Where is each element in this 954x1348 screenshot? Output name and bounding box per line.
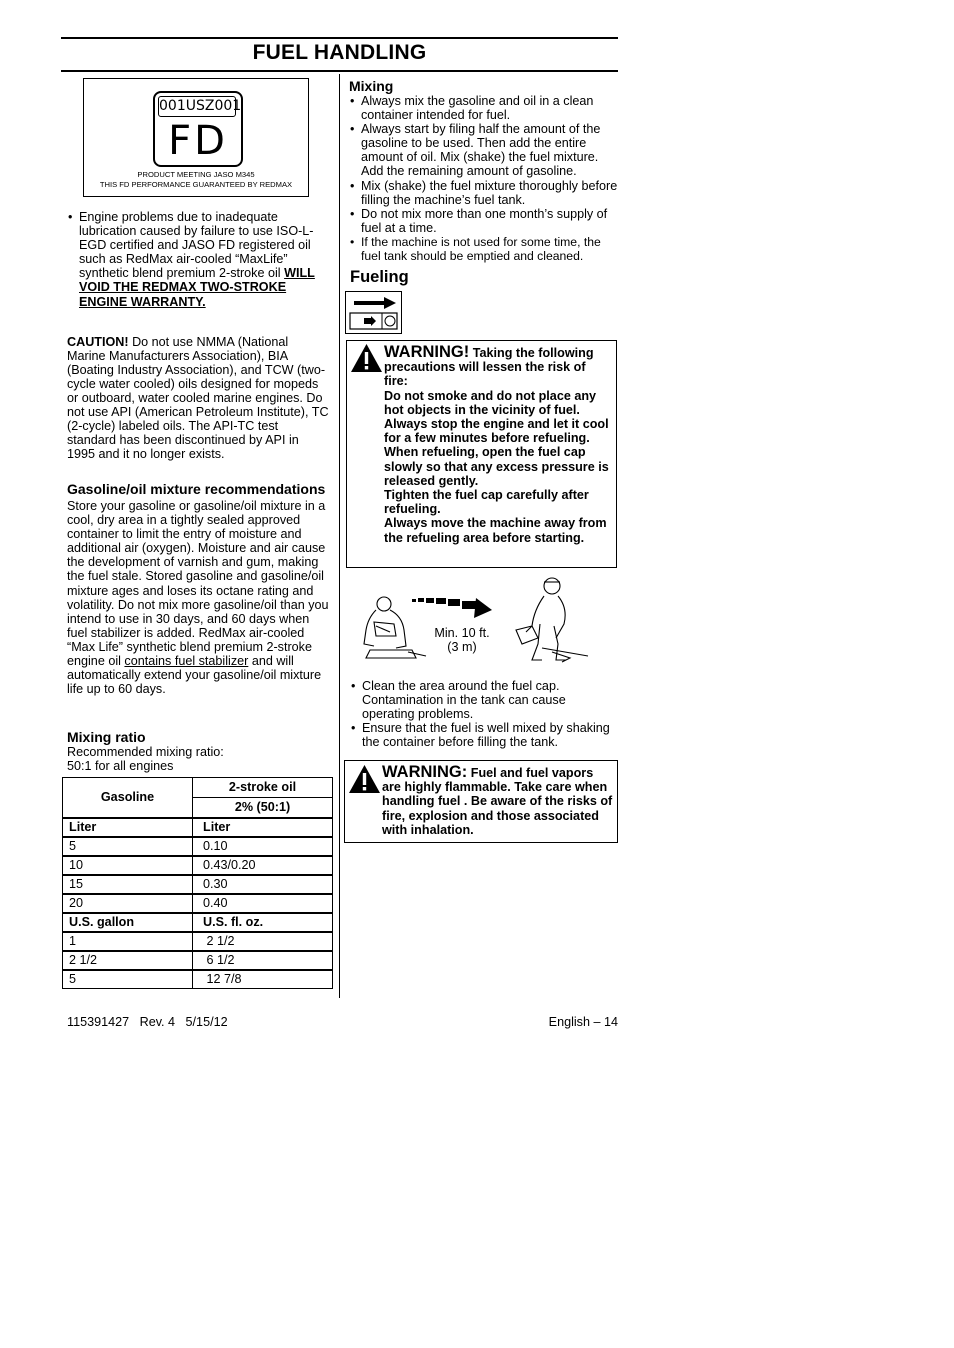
fueling-heading: Fueling bbox=[350, 268, 409, 286]
table-row: 10 0.43/0.20 bbox=[63, 856, 333, 875]
table-row: 5 0.10 bbox=[63, 837, 333, 856]
header-top-rule bbox=[61, 37, 618, 39]
fd-caption-2: THIS FD PERFORMANCE GUARANTEED BY REDMAX bbox=[99, 180, 293, 189]
refuel-distance-illustration bbox=[356, 574, 596, 666]
caution-text: Do not use NMMA (National Marine Manufacturers Association), BIA (Boating Industry Association), and TCW (two- cycle water cooled) oils designed for mopeds or outboard, water cooled marine engines. Do not use API (American Petroleum Institute), TC (2-cycle) labeled oils. The API-TC test standard has been discontinued by API in 1995 and it no longer exists. bbox=[67, 334, 329, 462]
header-two-stroke-oil: 2-stroke oil bbox=[193, 778, 333, 798]
table-row: 5 12 7/8 bbox=[63, 970, 333, 989]
column-divider bbox=[339, 74, 340, 998]
us-header-1: U.S. gallon bbox=[63, 913, 193, 932]
mixing-bullet: • Always mix the gasoline and oil in a clean container intended for fuel. bbox=[349, 94, 619, 122]
mixing-section bbox=[349, 78, 619, 263]
warning-fire-text: WARNING! Taking the following precautions will lessen the risk of fire: Do not smoke and do not place any hot objects in the vicinity of fuel. Always stop the engine and let it cool for a few minutes before refueling. When refueling, open the fuel cap slowly so that any excess pressure is released gently. Tighten the fuel cap carefully after refueling. Always move the machine away from the refueling area before starting. bbox=[384, 343, 609, 545]
warning-box-flammable bbox=[344, 760, 618, 843]
header-gasoline: Gasoline bbox=[63, 778, 193, 819]
mixing-ratio-table bbox=[62, 777, 333, 989]
mixing-bullet: • If the machine is not used for some time, the fuel tank should be emptied and cleaned. bbox=[349, 235, 619, 263]
fueling-icon bbox=[345, 291, 402, 334]
mixing-heading: Mixing bbox=[349, 78, 394, 94]
warning-triangle-icon bbox=[350, 343, 383, 373]
mixing-ratio-heading: Mixing ratio bbox=[67, 729, 146, 745]
metric-header-2: Liter bbox=[193, 818, 333, 837]
mixing-bullet: • Mix (shake) the fuel mixture thoroughly before filling the machine’s fuel tank. bbox=[349, 179, 619, 207]
header-bottom-rule bbox=[61, 70, 618, 72]
warning-box-fire bbox=[346, 340, 617, 568]
fd-caption-1: PRODUCT MEETING JASO M345 bbox=[137, 170, 255, 179]
fueling-bullets bbox=[349, 679, 611, 749]
mixing-bullet: • Do not mix more than one month’s supply of fuel at a time. bbox=[349, 207, 619, 235]
engine-problems-bullet: • Engine problems due to inadequate lubrication caused by failure to use ISO-L-EGD certified and JASO FD registered oil such as RedMax air-cooled “MaxLife” synthetic blend premium 2-stroke oil WILL VOID THE REDMAX TWO-STROKE ENGINE WARRANTY. bbox=[67, 210, 329, 309]
warning-flammable-text: WARNING: Fuel and fuel vapors are highly flammable. Take care when handling fuel . Be aware of the risks of fire, explosion and those associated with inhalation. bbox=[382, 763, 613, 837]
fd-grade: FD bbox=[168, 118, 228, 164]
refuel-arrow-icon bbox=[346, 292, 401, 333]
header-ratio: 2% (50:1) bbox=[193, 798, 333, 819]
table-header-row bbox=[63, 778, 333, 798]
us-header-2: U.S. fl. oz. bbox=[193, 913, 333, 932]
mixing-ratio-section bbox=[67, 729, 331, 773]
mixing-bullet: • Always start by filing half the amount of the gasoline to be used. Then add the entire amount of oil. Mix (shake) the fuel mixture. Add the remaining amount of gasoline. bbox=[349, 122, 619, 178]
warranty-void-notice: WILL VOID THE REDMAX TWO-STROKE ENGINE WARRANTY. bbox=[79, 266, 315, 309]
fd-emblem bbox=[153, 91, 243, 167]
fuel-stabilizer-link: contains fuel stabilizer bbox=[124, 654, 249, 669]
metric-header-1: Liter bbox=[63, 818, 193, 837]
caution-paragraph bbox=[67, 335, 329, 462]
caution-label: CAUTION! bbox=[67, 334, 129, 349]
table-row: 15 0.30 bbox=[63, 875, 333, 894]
fueling-bullet: • Ensure that the fuel is well mixed by shaking the container before filling the tank. bbox=[349, 721, 611, 749]
warning-triangle-icon bbox=[348, 764, 381, 794]
table-row: 2 1/2 6 1/2 bbox=[63, 951, 333, 970]
left-column-top bbox=[67, 210, 329, 462]
fd-code: 001USZ001 bbox=[158, 96, 236, 117]
fd-label-image bbox=[83, 78, 309, 197]
table-row bbox=[63, 913, 333, 932]
footer-page-number: English – 14 bbox=[548, 1015, 618, 1029]
table-row: 1 2 1/2 bbox=[63, 932, 333, 951]
page-title: FUEL HANDLING bbox=[252, 41, 427, 64]
mixing-ratio-line2: 50:1 for all engines bbox=[67, 759, 174, 774]
fueling-bullet: • Clean the area around the fuel cap. Contamination in the tank can cause operating problems. bbox=[349, 679, 611, 721]
table-row: 20 0.40 bbox=[63, 894, 333, 913]
warning-word: WARNING: bbox=[382, 763, 468, 781]
distance-label: Min. 10 ft. (3 m) bbox=[434, 626, 490, 655]
gasoline-section bbox=[67, 481, 331, 696]
gasoline-heading: Gasoline/oil mixture recommendations bbox=[67, 481, 326, 497]
gasoline-text: Store your gasoline or gasoline/oil mixture in a cool, dry area in a tightly sealed approved container to limit the entry of moisture and additional air (oxygen). Moisture and air cause the development of varnish and gum, making the fuel stale. Stored gasoline and gasoline/oil mixture ages and loses its octane rating and volatility. Do not mix more gasoline/oil than you intend to use in 30 days, and 60 days when fuel stabilizer is added. RedMax air-cooled “Max Life” synthetic blend premium 2-stroke engine oil contains fuel stabilizer and will automatically extend your gasoline/oil mixture life up to 60 days. bbox=[67, 499, 329, 697]
warning-word: WARNING! bbox=[384, 343, 470, 361]
footer-doc-id: 115391427 Rev. 4 5/15/12 bbox=[67, 1015, 228, 1029]
mixing-ratio-line1: Recommended mixing ratio: bbox=[67, 745, 224, 759]
table-row bbox=[63, 818, 333, 837]
